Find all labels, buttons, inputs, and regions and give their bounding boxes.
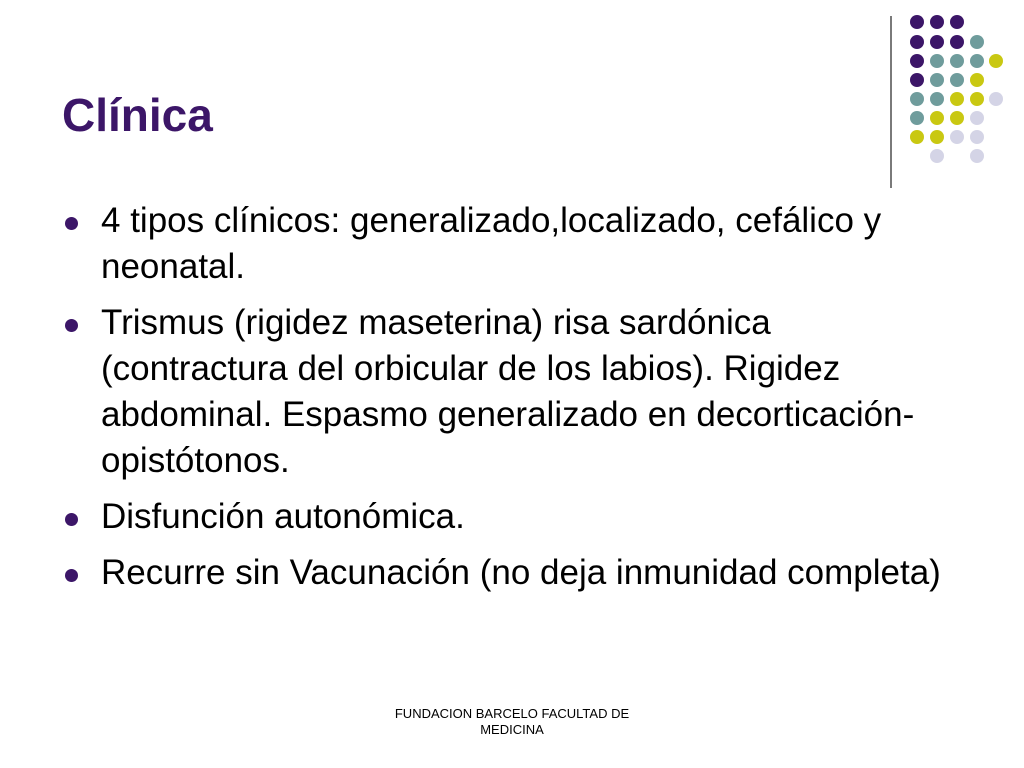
decorative-dot bbox=[930, 92, 944, 106]
decorative-dot bbox=[989, 92, 1003, 106]
bullet-text: 4 tipos clínicos: generalizado,localizado, cefálico y neonatal. bbox=[101, 201, 882, 286]
decorative-dot bbox=[950, 54, 964, 68]
decorative-dot bbox=[930, 15, 944, 29]
decorative-dot bbox=[930, 130, 944, 144]
decorative-dot bbox=[970, 35, 984, 49]
decorative-dot bbox=[930, 35, 944, 49]
decorative-dot bbox=[910, 35, 924, 49]
decorative-dot bbox=[970, 73, 984, 87]
decorative-dot bbox=[950, 73, 964, 87]
decorative-dot bbox=[930, 111, 944, 125]
vertical-divider bbox=[890, 16, 892, 188]
bullet-list bbox=[62, 198, 962, 606]
bullet-text: Recurre sin Vacunación (no deja inmunidad completa) bbox=[101, 553, 941, 592]
footer-line-1: FUNDACION BARCELO FACULTAD DE bbox=[394, 706, 630, 721]
decorative-dot bbox=[930, 149, 944, 163]
decorative-dot bbox=[910, 111, 924, 125]
decorative-dot bbox=[910, 73, 924, 87]
decorative-dot bbox=[910, 15, 924, 29]
decorative-dot bbox=[930, 54, 944, 68]
footer bbox=[352, 706, 672, 738]
decorative-dot bbox=[910, 54, 924, 68]
decorative-dot bbox=[950, 15, 964, 29]
footer-line-2: MEDICINA bbox=[480, 722, 544, 737]
decorative-dot bbox=[970, 111, 984, 125]
bullet-dot-icon bbox=[65, 569, 78, 582]
decorative-dot bbox=[910, 130, 924, 144]
decorative-dot bbox=[950, 111, 964, 125]
decorative-dot bbox=[970, 92, 984, 106]
bullet-dot-icon bbox=[65, 319, 78, 332]
decorative-dot bbox=[930, 73, 944, 87]
decorative-dot bbox=[970, 149, 984, 163]
bullet-dot-icon bbox=[65, 513, 78, 526]
bullet-text: Disfunción autonómica. bbox=[101, 497, 465, 536]
decorative-dot bbox=[910, 92, 924, 106]
decorative-dot bbox=[950, 92, 964, 106]
bullet-text: Trismus (rigidez maseterina) risa sardónica (contractura del orbicular de los labios). Rigidez abdominal. Espasmo generalizado en decorticación-opistótonos. bbox=[101, 303, 915, 480]
bullet-item bbox=[62, 198, 962, 290]
decorative-dot bbox=[989, 54, 1003, 68]
slide-title: Clínica bbox=[62, 89, 213, 141]
decorative-dot bbox=[970, 54, 984, 68]
bullet-item bbox=[62, 550, 962, 596]
decorative-dot bbox=[950, 130, 964, 144]
bullet-item bbox=[62, 300, 962, 484]
bullet-dot-icon bbox=[65, 217, 78, 230]
decorative-dot bbox=[970, 130, 984, 144]
bullet-item bbox=[62, 494, 962, 540]
decorative-dot bbox=[950, 35, 964, 49]
